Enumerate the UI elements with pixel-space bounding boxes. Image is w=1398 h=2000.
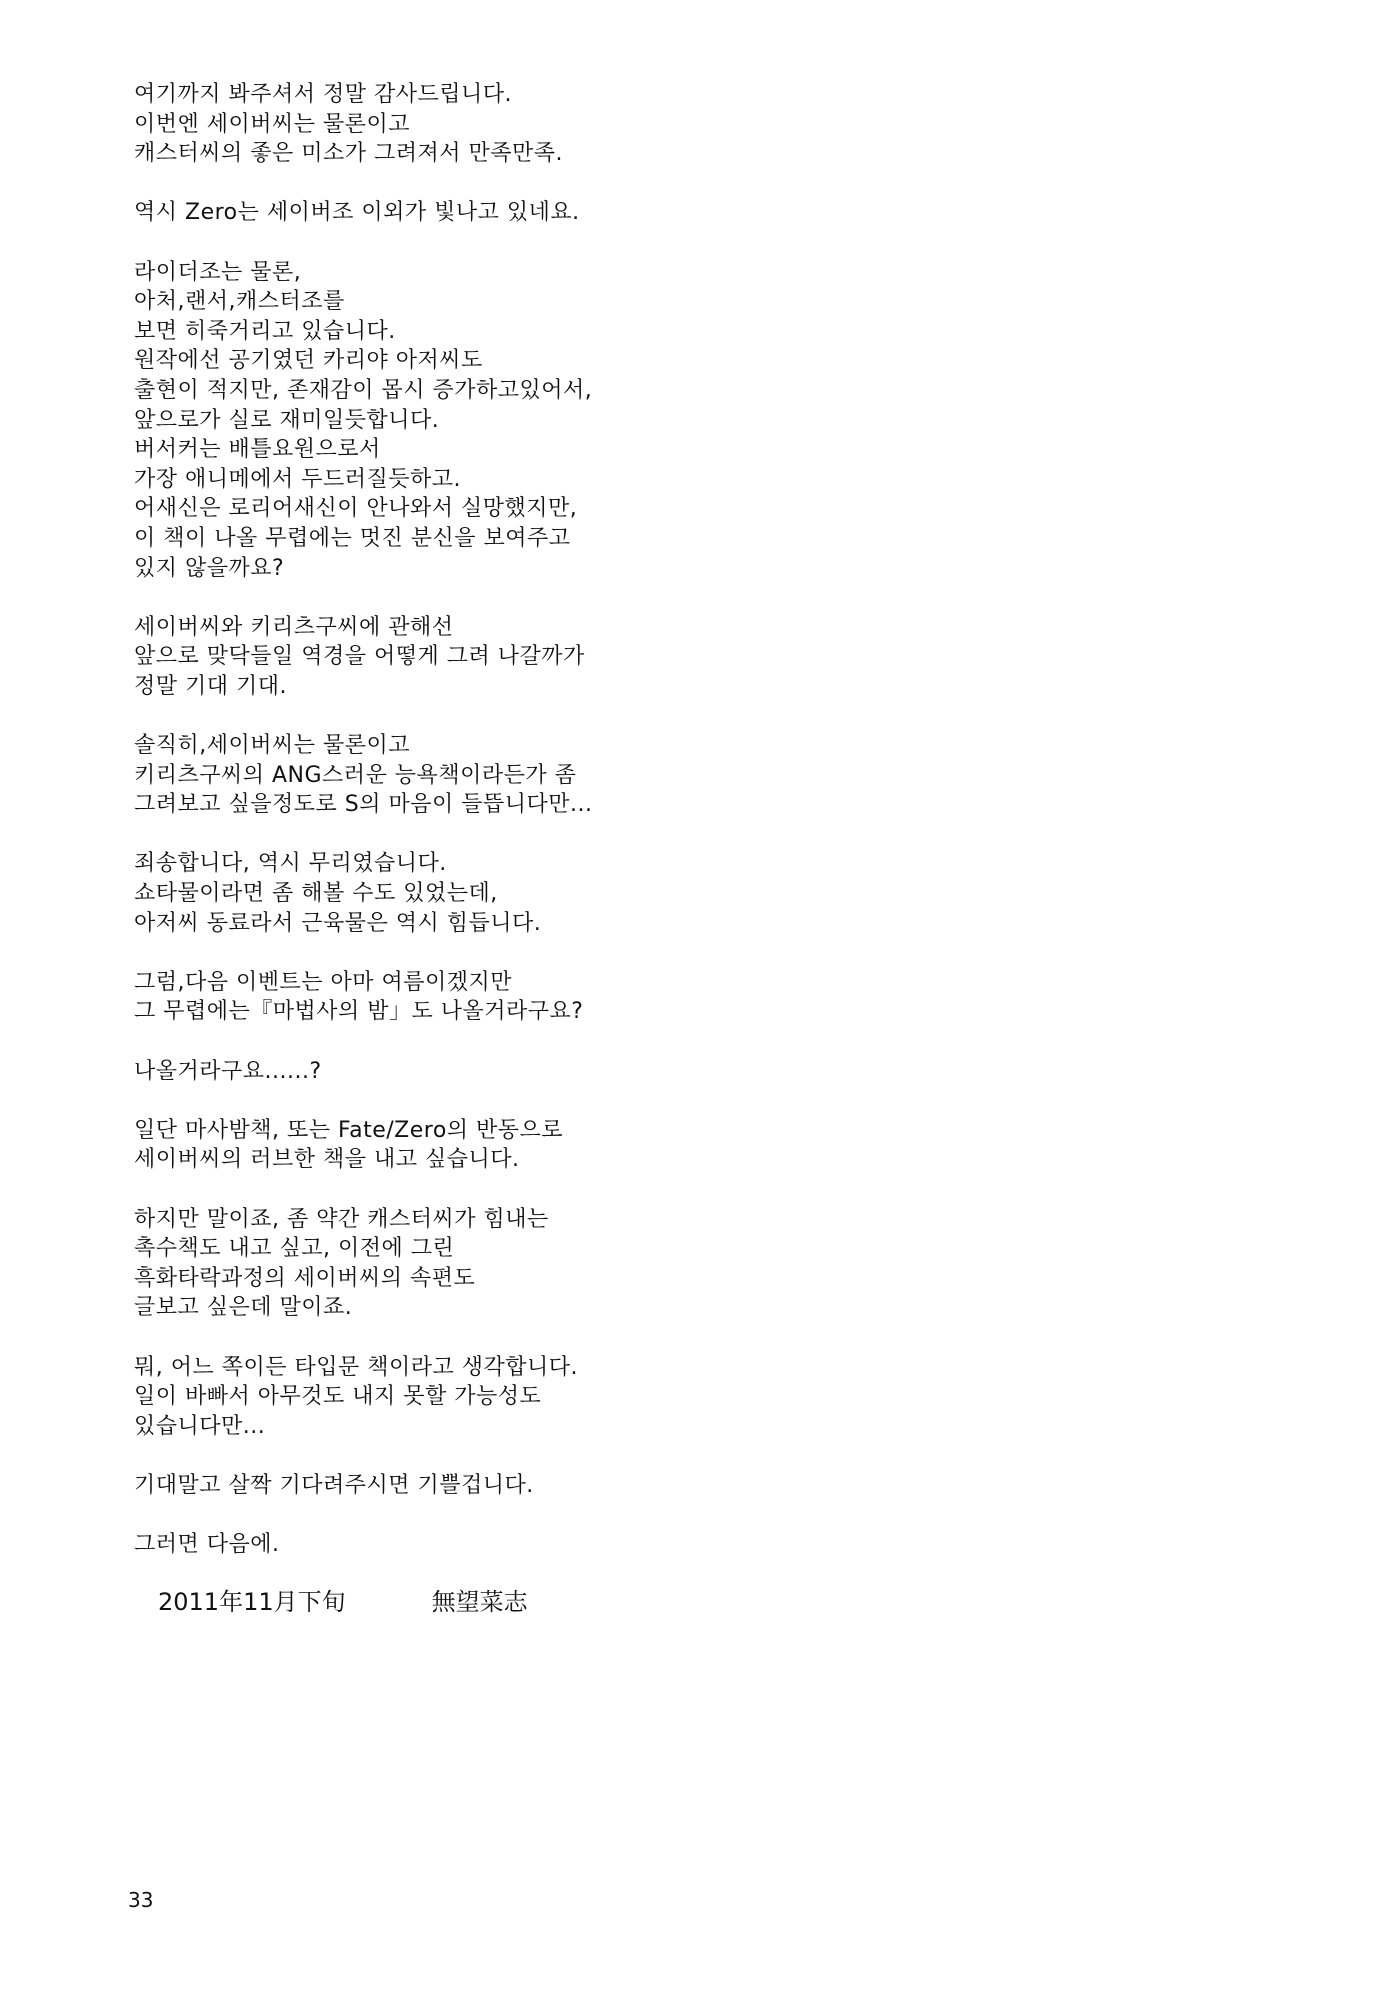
text-line: 역시 Zero는 세이버조 이외가 빛나고 있네요.	[134, 200, 580, 226]
text-line: 세이버씨의 러브한 책을 내고 싶습니다.	[134, 1147, 520, 1173]
text-line: 이번엔 세이버씨는 물론이고	[134, 111, 411, 137]
text-line: 출현이 적지만, 존재감이 몹시 증가하고있어서,	[134, 377, 593, 403]
paragraph	[134, 1057, 1134, 1087]
text-line: 원작에선 공기였던 카리야 아저씨도	[134, 348, 483, 374]
text-line: 글보고 싶은데 말이죠.	[134, 1295, 353, 1321]
text-line: 앞으로 맞닥들일 역경을 어떻게 그려 나갈까가	[134, 644, 585, 670]
text-line: 아처,랜서,캐스터조를	[134, 289, 345, 315]
signature-author: 無望菜志	[431, 1588, 528, 1616]
text-line: 그러면 다음에.	[134, 1532, 280, 1558]
text-line: 키리츠구씨의 ANG스러운 능욕책이라든가 좀	[134, 762, 577, 788]
text-line: 나올거라구요......?	[134, 1058, 322, 1084]
paragraph	[134, 731, 1134, 820]
text-line: 뭐, 어느 쪽이든 타입문 책이라고 생각합니다.	[134, 1354, 578, 1380]
paragraph	[134, 1116, 1134, 1175]
signature-date: 2011年11月下旬	[158, 1588, 346, 1616]
text-line: 이 책이 나올 무렵에는 멋진 분신을 보여주고	[134, 525, 571, 551]
paragraph	[134, 80, 1134, 169]
paragraph	[134, 1353, 1134, 1442]
text-line: 세이버씨와 키리츠구씨에 관해선	[134, 614, 454, 640]
paragraph	[134, 613, 1134, 702]
text-line: 캐스터씨의 좋은 미소가 그려져서 만족만족.	[134, 141, 564, 167]
text-line: 일이 바빠서 아무것도 내지 못할 가능성도	[134, 1384, 542, 1410]
text-line: 있지 않을까요?	[134, 555, 285, 581]
text-line: 촉수책도 내고 싶고, 이전에 그린	[134, 1236, 455, 1262]
paragraph	[134, 1205, 1134, 1323]
text-line: 솔직히,세이버씨는 물론이고	[134, 733, 411, 759]
text-line: 흑화타락과정의 세이버씨의 속편도	[134, 1265, 476, 1291]
paragraph	[134, 849, 1134, 938]
text-line: 있습니다만...	[134, 1413, 266, 1439]
paragraph	[134, 968, 1134, 1027]
text-line: 보면 히죽거리고 있습니다.	[134, 318, 396, 344]
text-line: 아저씨 동료라서 근육물은 역시 힘듭니다.	[134, 910, 542, 936]
signature	[158, 1586, 528, 1618]
paragraph	[134, 1530, 1134, 1560]
text-line: 그려보고 싶을정도로 S의 마음이 들뜹니다만...	[134, 792, 593, 818]
text-line: 가장 애니메에서 두드러질듯하고.	[134, 466, 462, 492]
text-line: 죄송합니다, 역시 무리였습니다.	[134, 851, 447, 877]
text-line: 기대말고 살짝 기다려주시면 기쁠겁니다.	[134, 1472, 534, 1498]
paragraph	[134, 258, 1134, 584]
text-line: 여기까지 봐주셔서 정말 감사드립니다.	[134, 82, 513, 107]
text-line: 일단 마사밤책, 또는 Fate/Zero의 반동으로	[134, 1117, 564, 1143]
paragraph	[134, 1471, 1134, 1501]
page-number: 33	[128, 1888, 154, 1912]
text-line: 쇼타물이라면 좀 해볼 수도 있었는데,	[134, 881, 498, 907]
text-line: 어새신은 로리어새신이 안나와서 실망했지만,	[134, 496, 578, 522]
text-line: 앞으로가 실로 재미일듯합니다.	[134, 407, 440, 433]
paragraph	[134, 198, 1134, 228]
text-line: 라이더조는 물론,	[134, 259, 302, 285]
text-line: 그럼,다음 이벤트는 아마 여름이겠지만	[134, 969, 513, 995]
text-line: 그 무렵에는『마법사의 밤」도 나올거라구요?	[134, 999, 584, 1025]
text-line: 하지만 말이죠, 좀 약간 캐스터씨가 힘내는	[134, 1206, 549, 1232]
text-line: 정말 기대 기대.	[134, 673, 287, 699]
text-line: 버서커는 배틀요원으로서	[134, 437, 381, 463]
afterword-text	[134, 80, 1134, 1560]
